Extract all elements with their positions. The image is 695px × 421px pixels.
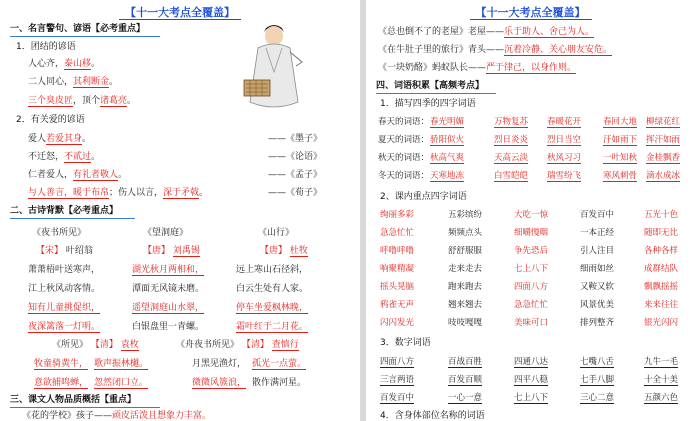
number-word-text: 九牛一毛 [644, 357, 679, 367]
season-word [547, 152, 581, 164]
subheading-body-words: 4．含身体部位名称的词语 [380, 411, 485, 421]
key-word: 五彩缤纷 [448, 210, 483, 220]
number-word [644, 374, 678, 386]
character-answer: 严于律己，以身作则。 [486, 63, 577, 73]
poem-3-line-2: 白云生处有人家。 [236, 284, 309, 294]
key-word: 急急忙忙 [514, 300, 549, 310]
key-word: 引人注目 [580, 246, 615, 256]
proverb-answer: 三个臭皮匠 [28, 96, 74, 106]
key-word: 细嚼慢咽 [514, 228, 549, 238]
number-word-text: 四面八方 [380, 357, 415, 367]
number-word [514, 392, 548, 404]
poem-title: 《舟夜书所见》 [176, 340, 240, 350]
number-word-text: 七手八脚 [580, 375, 615, 385]
poem-1-line-2: 江上秋风动客情。 [28, 284, 101, 294]
season-word-text: 春暖花开 [547, 117, 582, 127]
season-word [494, 134, 528, 146]
key-word: 呼噜呼噜 [380, 246, 415, 256]
poem-line-answer: 意欲捕鸣蝉， [34, 378, 89, 388]
key-word: 绚丽多彩 [380, 210, 415, 220]
character-line-4 [378, 62, 576, 74]
season-word-text: 烈日炎炎 [494, 135, 529, 145]
number-word [514, 356, 548, 368]
poem-author: 袁枚 [120, 340, 139, 350]
key-word: 一本正经 [580, 228, 615, 238]
key-word: 七上八下 [514, 264, 549, 274]
poem-line-answer: 霜叶红于二月花。 [236, 322, 309, 332]
proverb-answer: 诸葛亮 [100, 96, 128, 106]
season-word [646, 116, 680, 128]
poem-line-answer: 知有儿童挑促织， [28, 303, 101, 313]
character-text: 《一块奶酪》蚂蚁队长—— [378, 63, 487, 73]
key-word: 频频点头 [448, 228, 483, 238]
season-word-text: 骄阳似火 [430, 135, 465, 145]
season-word-text: 瑞雪纷飞 [547, 171, 582, 181]
key-word: 大吃一惊 [514, 210, 549, 220]
love-line-4: 与人善言，暖于布帛；伤人以言，深于矛戟。 [28, 188, 209, 198]
number-word [448, 392, 482, 404]
poem-4-lines-1 [34, 358, 148, 370]
quote-answer: 有礼者敬人 [73, 170, 119, 180]
season-word [603, 152, 637, 164]
key-word: 翘来翘去 [448, 300, 483, 310]
quote-text: 仁者爱人， [28, 170, 74, 180]
season-word [494, 170, 528, 182]
number-word-text: 三心二意 [580, 393, 615, 403]
source-lunyu: ——《论语》 [268, 152, 323, 162]
poem-2-line-3 [132, 302, 204, 314]
character-answer: 乐于助人、舍己为人。 [504, 27, 595, 37]
source-mengzi: ——《孟子》 [268, 170, 323, 180]
number-word [380, 392, 414, 404]
poem-line-answer: 牧童骑黄牛， [34, 359, 89, 369]
proverb-line-3: 三个臭皮匠，顶个诸葛亮。 [28, 96, 137, 106]
poem-4-lines-2 [34, 377, 148, 389]
poem-author: 查慎行 [271, 340, 299, 350]
poem-line-answer: 忽然闭口立。 [94, 378, 149, 388]
poem-1-line-3 [28, 302, 100, 314]
poem-2-author [143, 245, 200, 257]
number-word [580, 374, 614, 386]
key-word: 细雨如丝 [580, 264, 615, 274]
subheading-number-words: 3．数字词语 [380, 338, 431, 348]
number-word [580, 356, 614, 368]
season-word-text: 金桂飘香 [646, 153, 681, 163]
left-banner [0, 4, 360, 20]
character-text: 《总也倒不了的老屋》老屋—— [378, 27, 505, 37]
poem-dynasty: 【唐】 [143, 246, 171, 256]
key-word: 四面八方 [514, 282, 549, 292]
season-word-text: 春光明媚 [430, 117, 465, 127]
poem-line-answer: 停车坐爱枫林晚， [236, 303, 309, 313]
poem-line-answer: 遥望洞庭山水翠， [132, 303, 205, 313]
key-word: 来来往往 [644, 300, 679, 310]
number-word [448, 374, 482, 386]
season-word [430, 152, 464, 164]
quote-text: 爱人 [28, 134, 47, 144]
right-page [366, 0, 695, 421]
season-word [646, 170, 680, 182]
quote-answer: 深于矛戟 [163, 188, 200, 198]
number-word-text: 百战百胜 [448, 357, 483, 367]
number-word-text: 四通八达 [514, 357, 549, 367]
season-word [547, 116, 581, 128]
number-word [644, 356, 678, 368]
number-word [380, 356, 414, 368]
season-word-text: 挥汗如雨 [646, 135, 681, 145]
key-word: 又鞍又软 [580, 282, 615, 292]
proverb-answer: 泰山移 [64, 59, 92, 69]
poem-2-line-1 [132, 264, 204, 276]
season-word-text: 天高云淡 [494, 153, 529, 163]
season-word-text: 天寒地冻 [430, 171, 465, 181]
season-label: 冬天的词语： [378, 171, 430, 181]
poem-line-answer: 湖光秋月两相和， [132, 265, 205, 275]
key-word: 各种各样 [644, 246, 679, 256]
section-2-title: 二、古诗背默【必考重点】 [10, 206, 119, 216]
season-word-text: 秋高气爽 [430, 153, 465, 163]
character-line-1 [22, 410, 211, 421]
key-word: 银光闪闪 [644, 318, 679, 328]
source-mozi: ——《墨子》 [268, 134, 323, 144]
season-word [646, 134, 680, 146]
love-line-3: 仁者爱人，有礼者敬人。 [28, 170, 128, 180]
character-answer: 顽皮活泼且想象力丰富。 [112, 411, 212, 421]
number-word-text: 七上八下 [514, 393, 549, 403]
proverb-line-2: 二人同心，其利断金。 [28, 77, 119, 87]
poem-line-answer: 夜深篱落一灯明。 [28, 322, 101, 332]
section-3-underline [10, 407, 160, 408]
character-line-3 [378, 44, 612, 56]
poem-4-header [52, 339, 139, 351]
proverb-line-1: 人心齐，泰山移。 [28, 59, 101, 69]
love-line-1: 爱人若爱其身。 [28, 134, 92, 144]
poem-3-line-3 [236, 302, 308, 314]
season-word [430, 116, 464, 128]
number-word-text: 七嘴八舌 [580, 357, 615, 367]
section-2-underline [10, 218, 135, 219]
section-4-underline [376, 93, 496, 94]
season-word-text: 烈日当空 [547, 135, 582, 145]
quote-answer: 若爱其身 [46, 134, 83, 144]
season-word-text: 秋风习习 [547, 153, 582, 163]
season-word-text: 万物复苏 [494, 117, 529, 127]
subheading-unity: 1．团结的谚语 [16, 42, 76, 52]
scholar-illustration [238, 22, 308, 114]
right-banner-text: 【十一大考点全覆盖】 [470, 6, 592, 20]
poem-2-line-2: 潭面无风镜未磨。 [132, 284, 205, 294]
season-label: 秋天的词语： [378, 153, 430, 163]
season-word [603, 134, 637, 146]
quote-text: 不迁怒， [28, 152, 65, 162]
number-word-text: 百发百顺 [448, 375, 483, 385]
section-1-title: 一、名言警句、谚语【必考重点】 [10, 24, 146, 34]
key-word: 美味可口 [514, 318, 549, 328]
key-word: 急急忙忙 [380, 228, 415, 238]
poem-dynasty: 【唐】 [260, 246, 288, 256]
season-word [494, 152, 528, 164]
poem-author: 杜牧 [289, 246, 308, 256]
proverb-text: ，顶个 [73, 96, 101, 106]
proverb-answer: 其利断金 [73, 77, 110, 87]
quote-answer: 不贰过 [64, 152, 92, 162]
poem-3-line-4 [236, 321, 308, 333]
season-word-text: 滴水成冰 [646, 171, 681, 181]
poem-5-header [176, 339, 299, 351]
key-word: 闪闪发光 [380, 318, 415, 328]
poem-line: 月黑见渔灯， [192, 359, 247, 369]
key-word: 争先恐后 [514, 246, 549, 256]
season-word-text: 春回大地 [603, 117, 638, 127]
key-word: 风景优美 [580, 300, 615, 310]
season-word [646, 152, 680, 164]
subheading-seasons: 1．描写四季的四字词语 [380, 99, 476, 109]
season-word [603, 116, 637, 128]
key-word: 随即无比 [644, 228, 679, 238]
poem-author: 刘禹锡 [172, 246, 200, 256]
proverb-text: 人心齐， [28, 59, 65, 69]
number-word-text: 五颜六色 [644, 393, 679, 403]
season-word-text: 白雪皑皑 [494, 171, 529, 181]
key-word: 五光十色 [644, 210, 679, 220]
poem-5-lines-1 [192, 358, 306, 370]
poem-3-line-1: 远上寒山石径斜， [236, 265, 309, 275]
number-word [514, 374, 548, 386]
poem-line-answer: 歌声振林樾。 [94, 359, 149, 369]
number-word-text: 一心一意 [448, 393, 483, 403]
number-word [644, 392, 678, 404]
proverb-text: 二人同心， [28, 77, 74, 87]
poem-line-answer: 孤光一点萤。 [252, 359, 307, 369]
quote-text: ；伤人以言， [109, 188, 164, 198]
source-xunzi: ——《荀子》 [268, 188, 323, 198]
character-text: 《在牛肚子里的旅行》青头—— [378, 45, 505, 55]
section-1-underline [10, 36, 160, 37]
season-word [547, 134, 581, 146]
poem-dynasty: 【清】 [90, 340, 118, 350]
subheading-love: 2．有关爱的谚语 [16, 115, 85, 125]
right-banner [366, 4, 695, 20]
key-word: 跑来跑去 [448, 282, 483, 292]
key-word: 成群结队 [644, 264, 679, 274]
key-word: 响聚精凝 [380, 264, 415, 274]
number-word-text: 四平八稳 [514, 375, 549, 385]
number-word [580, 392, 614, 404]
poem-2-title: 《望洞庭》 [143, 228, 189, 238]
left-banner-text: 【十一大考点全覆盖】 [119, 6, 241, 20]
key-word: 飘飘摇摇 [644, 282, 679, 292]
key-word: 摇头晃脑 [380, 282, 415, 292]
poem-title: 《所见》 [52, 340, 89, 350]
poem-2-line-4: 白银盘里一青螺。 [132, 322, 205, 332]
section-4-title: 四、词语积累【高频考点】 [376, 81, 485, 91]
season-word-text: 一叶知秋 [603, 153, 638, 163]
love-line-2: 不迁怒，不贰过。 [28, 152, 101, 162]
season-word [430, 134, 464, 146]
number-word-text: 十全十美 [644, 375, 679, 385]
number-word [380, 374, 414, 386]
character-line-2 [378, 26, 594, 38]
poem-5-lines-2 [192, 377, 306, 389]
key-word: 走来走去 [448, 264, 483, 274]
poem-3-author [260, 245, 308, 257]
key-word: 舒舒服服 [448, 246, 483, 256]
season-word [603, 170, 637, 182]
character-answer: 沉着冷静、关心朋友安危。 [504, 45, 613, 55]
poem-author: 叶绍翁 [65, 246, 93, 256]
quote-answer: 与人善言，暖于布帛 [28, 188, 110, 198]
subheading-key-words: 2、课内重点四字词语 [380, 192, 467, 202]
poem-line: 散作满河星。 [252, 378, 307, 388]
poem-dynasty: 【清】 [241, 340, 269, 350]
poem-1-line-4 [28, 321, 100, 333]
season-word [430, 170, 464, 182]
season-word-text: 柳绿花红 [646, 117, 681, 127]
poem-1-line-1: 萧萧梧叶送寒声， [28, 265, 101, 275]
key-word: 排列整齐 [580, 318, 615, 328]
poem-dynasty: 【宋】 [36, 246, 64, 256]
character-text: 《花的学校》孩子—— [22, 411, 113, 421]
key-word: 鸦雀无声 [380, 300, 415, 310]
key-word: 吱吱嘎嘎 [448, 318, 483, 328]
season-label: 春天的词语： [378, 117, 430, 127]
poem-1-author [36, 245, 93, 257]
poem-3-title: 《山行》 [258, 228, 295, 238]
poem-line-answer: 微微风簇浪， [192, 378, 247, 388]
key-word: 百发百中 [580, 210, 615, 220]
season-word-text: 汗如雨下 [603, 135, 638, 145]
number-word [448, 356, 482, 368]
number-word-text: 三言两语 [380, 375, 415, 385]
season-label: 夏天的词语： [378, 135, 430, 145]
season-word [547, 170, 581, 182]
season-word [494, 116, 528, 128]
season-word-text: 寒风刺骨 [603, 171, 638, 181]
section-3-title: 三、课文人物品质概括【重点】 [10, 395, 137, 405]
number-word-text: 百发百中 [380, 393, 415, 403]
poem-1-title: 《夜书所见》 [32, 228, 87, 238]
